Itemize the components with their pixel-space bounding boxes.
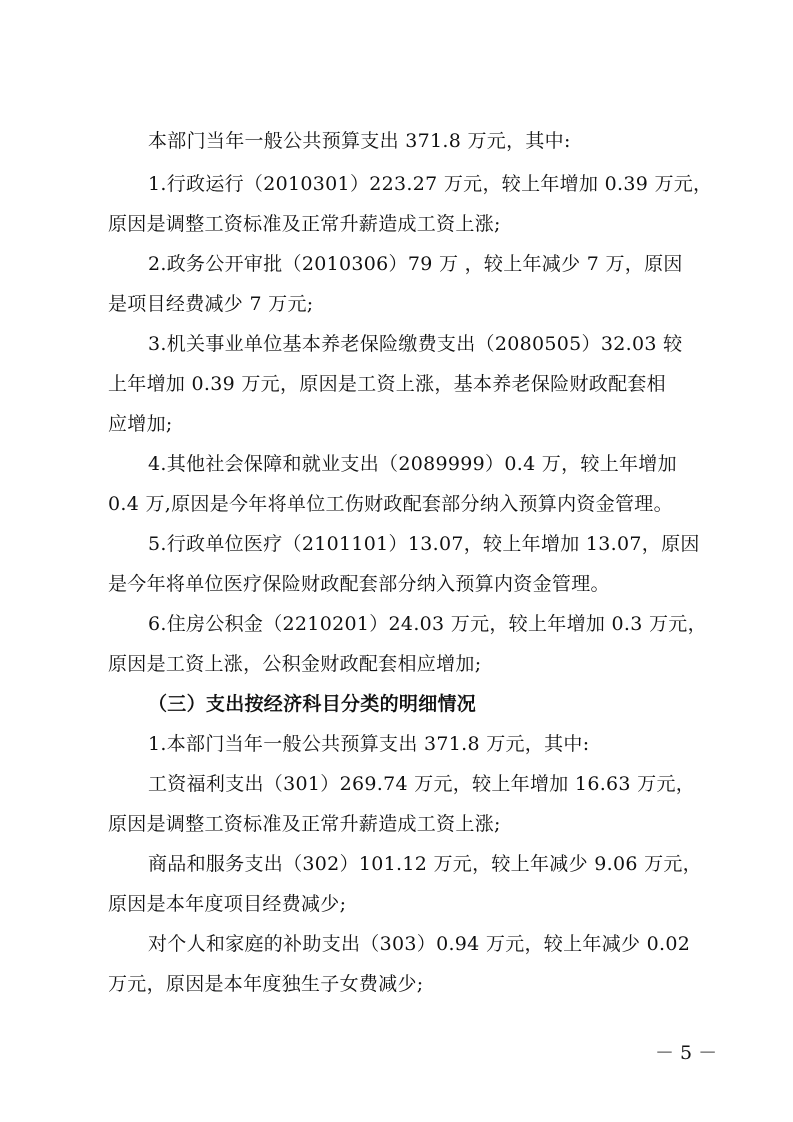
text-line: 3.机关事业单位基本养老保险缴费支出（2080505）32.03 较 xyxy=(148,333,683,355)
text-line: 万元，原因是本年度独生子女费减少; xyxy=(108,973,424,995)
page-number: － 5 － xyxy=(655,1042,718,1064)
text-line: 上年增加 0.39 万元，原因是工资上涨，基本养老保险财政配套相 xyxy=(108,373,666,395)
text-line: 商品和服务支出（302）101.12 万元，较上年减少 9.06 万元， xyxy=(148,853,702,875)
text-line: 工资福利支出（301）269.74 万元，较上年增加 16.63 万元， xyxy=(148,773,696,795)
text-line: 应增加; xyxy=(108,413,173,435)
text-line: 4.其他社会保障和就业支出（2089999）0.4 万，较上年增加 xyxy=(148,453,677,475)
section-heading: （三）支出按经济科目分类的明细情况 xyxy=(148,693,477,715)
text-line: 原因是工资上涨，公积金财政配套相应增加; xyxy=(108,653,482,675)
text-line: 1.本部门当年一般公共预算支出 371.8 万元，其中: xyxy=(148,733,590,755)
text-line: 0.4 万,原因是今年将单位工伤财政配套部分纳入预算内资金管理。 xyxy=(108,493,673,515)
text-line: 是今年将单位医疗保险财政配套部分纳入预算内资金管理。 xyxy=(108,573,610,595)
text-line: 2.政务公开审批（2010306）79 万 ，较上年减少 7 万，原因 xyxy=(148,253,683,275)
text-line: 本部门当年一般公共预算支出 371.8 万元，其中: xyxy=(148,130,571,152)
text-line: 6.住房公积金（2210201）24.03 万元，较上年增加 0.3 万元， xyxy=(148,613,707,635)
text-line: 原因是调整工资标准及正常升薪造成工资上涨; xyxy=(108,213,501,235)
text-line: 原因是本年度项目经费减少; xyxy=(108,893,347,915)
text-line: 5.行政单位医疗（2101101）13.07，较上年增加 13.07，原因 xyxy=(148,533,700,555)
text-line: 1.行政运行（2010301）223.27 万元，较上年增加 0.39 万元， xyxy=(148,173,713,195)
text-line: 是项目经费减少 7 万元; xyxy=(108,293,314,315)
text-line: 对个人和家庭的补助支出（303）0.94 万元，较上年减少 0.02 xyxy=(148,933,691,955)
text-line: 原因是调整工资标准及正常升薪造成工资上涨; xyxy=(108,813,501,835)
